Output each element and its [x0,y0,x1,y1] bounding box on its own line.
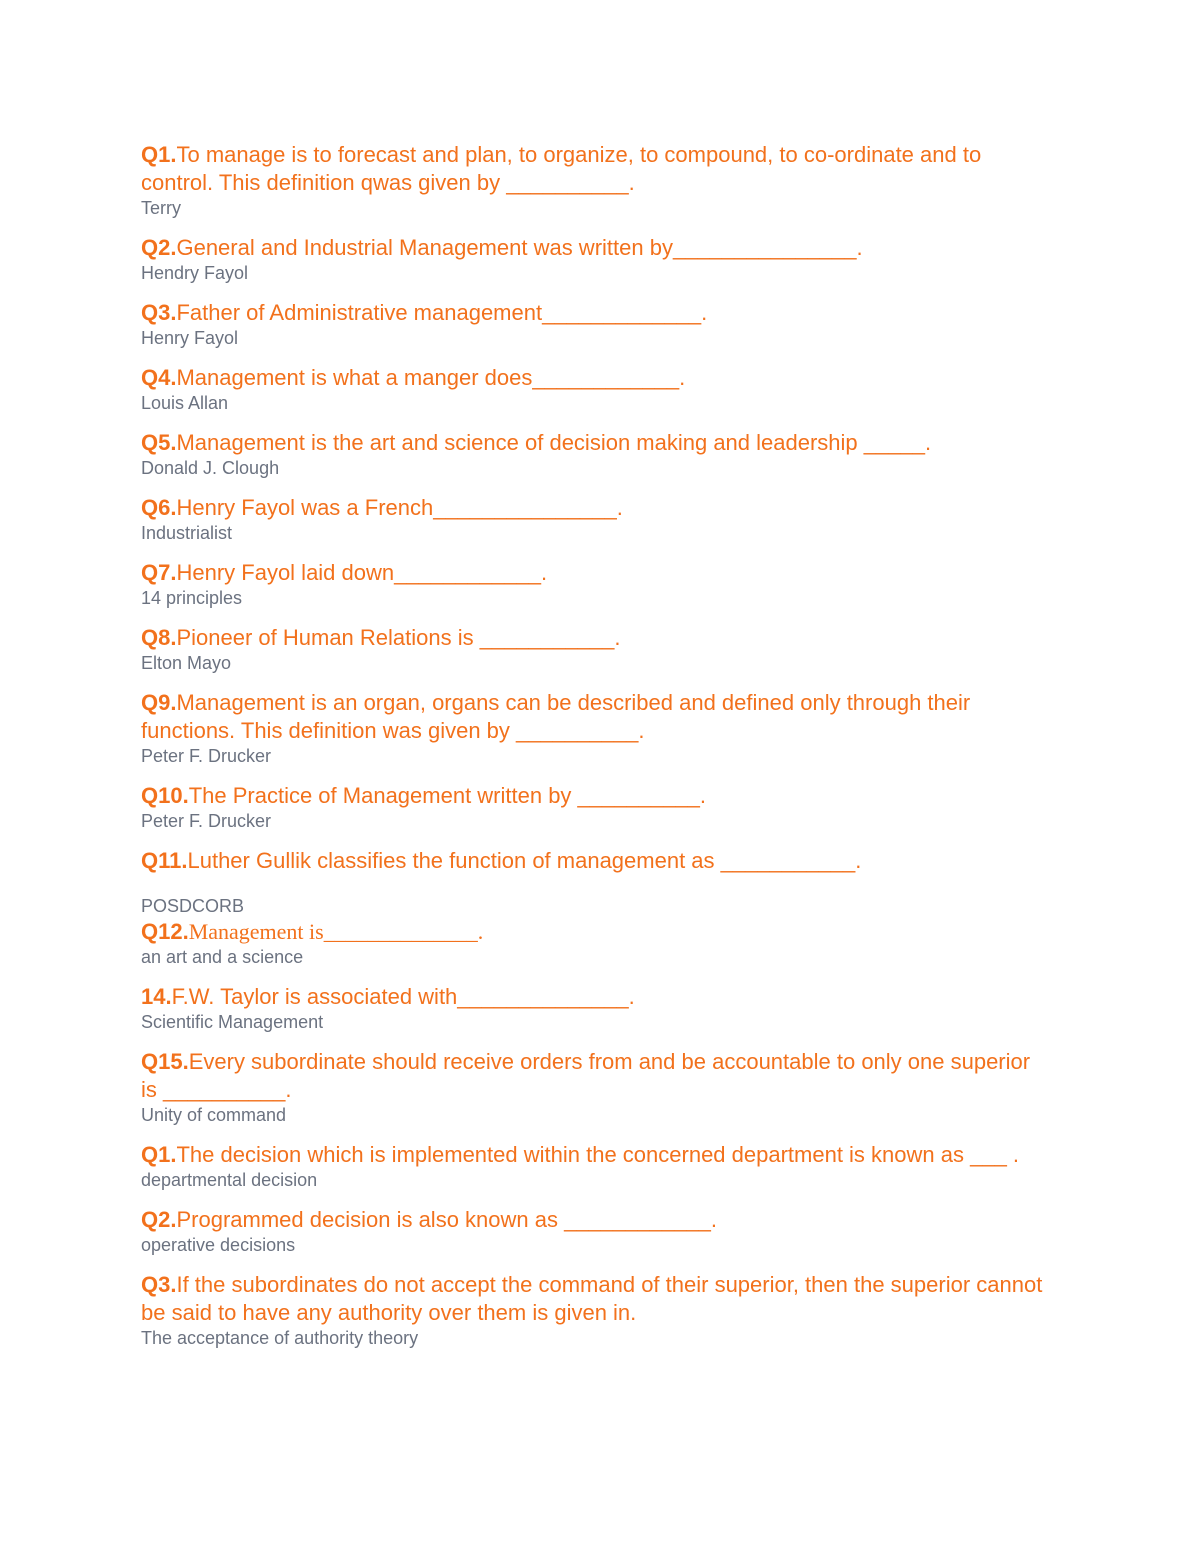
answer-text: Peter F. Drucker [141,746,272,766]
question-text [141,1048,1051,1104]
question-item-1 [141,141,1051,220]
question-body: Every subordinate should receive orders from and be accountable to only one superior is __________. [141,1049,1031,1102]
question-text [141,364,1051,392]
question-text [141,494,1051,522]
answer-text: Louis Allan [141,393,229,413]
question-body: If the subordinates do not accept the command of their superior, then the superior cannot be said to have any authority over them is given in. [141,1272,1043,1325]
question-item-8 [141,624,1051,675]
question-text [141,1141,1051,1169]
question-body: Management is what a manger does____________. [176,365,686,390]
question-number: Q2. [141,235,177,260]
answer-text: Unity of command [141,1105,287,1125]
question-text [141,624,1051,652]
question-item-9 [141,689,1051,768]
question-text [141,1271,1051,1327]
question-body: Henry Fayol was a French_______________. [176,495,623,520]
answer-text: Hendry Fayol [141,263,249,283]
question-number: Q15. [141,1049,189,1074]
question-body: Management is______________. [188,919,484,944]
question-body: F.W. Taylor is associated with______________. [171,984,635,1009]
question-number: Q10. [141,783,189,808]
question-number: Q1. [141,142,177,167]
question-text [141,141,1051,197]
question-text [141,918,1051,946]
answer-text: Elton Mayo [141,653,232,673]
question-number: Q1. [141,1142,177,1167]
question-item-11 [141,847,1051,918]
question-body: Management is the art and science of decision making and leadership _____. [176,430,932,455]
question-text [141,429,1051,457]
question-item-6 [141,494,1051,545]
answer-text: Donald J. Clough [141,458,280,478]
question-number: Q3. [141,300,177,325]
answer-text: Scientific Management [141,1012,324,1032]
answer-text: 14 principles [141,588,243,608]
question-item-4 [141,364,1051,415]
question-number: Q12. [141,919,189,944]
question-item-14 [141,983,1051,1034]
answer-text: an art and a science [141,947,304,967]
question-body: Henry Fayol laid down____________. [176,560,548,585]
question-text [141,559,1051,587]
question-item-12 [141,918,1051,969]
answer-text: Industrialist [141,523,233,543]
question-text [141,689,1051,745]
question-body: Management is an organ, organs can be described and defined only through their functions. This definition was given by __________. [141,690,971,743]
question-number: Q7. [141,560,177,585]
question-body: The Practice of Management written by __________. [188,783,707,808]
question-item-3 [141,299,1051,350]
question-item-decision-2 [141,1206,1051,1257]
question-text [141,1206,1051,1234]
question-body: Luther Gullik classifies the function of management as ___________. [187,848,862,873]
question-number: Q9. [141,690,177,715]
question-body: Father of Administrative management_____________. [176,300,708,325]
question-item-decision-1 [141,1141,1051,1192]
question-item-7 [141,559,1051,610]
question-text [141,299,1051,327]
answer-text: operative decisions [141,1235,296,1255]
question-text [141,782,1051,810]
question-number: Q5. [141,430,177,455]
document-page [141,141,1051,1364]
answer-text: Henry Fayol [141,328,239,348]
question-text [141,847,1051,875]
answer-text: The acceptance of authority theory [141,1328,419,1348]
answer-text: Peter F. Drucker [141,811,272,831]
question-number: Q8. [141,625,177,650]
question-number: 14. [141,984,172,1009]
answer-text: POSDCORB [141,896,245,916]
question-item-2 [141,234,1051,285]
question-body: To manage is to forecast and plan, to organize, to compound, to co-ordinate and to control. This definition qwas given by __________. [141,142,982,195]
question-item-10 [141,782,1051,833]
question-item-15 [141,1048,1051,1127]
question-text [141,234,1051,262]
question-body: Pioneer of Human Relations is ___________. [176,625,621,650]
question-item-5 [141,429,1051,480]
answer-text: departmental decision [141,1170,318,1190]
question-body: Programmed decision is also known as ____________. [176,1207,718,1232]
question-body: The decision which is implemented within the concerned department is known as ___ . [176,1142,1020,1167]
question-text [141,983,1051,1011]
question-number: Q3. [141,1272,177,1297]
answer-text: Terry [141,198,181,218]
question-number: Q11. [141,848,188,873]
question-number: Q2. [141,1207,177,1232]
question-item-decision-3 [141,1271,1051,1350]
question-number: Q4. [141,365,177,390]
question-number: Q6. [141,495,177,520]
question-body: General and Industrial Management was written by_______________. [176,235,863,260]
